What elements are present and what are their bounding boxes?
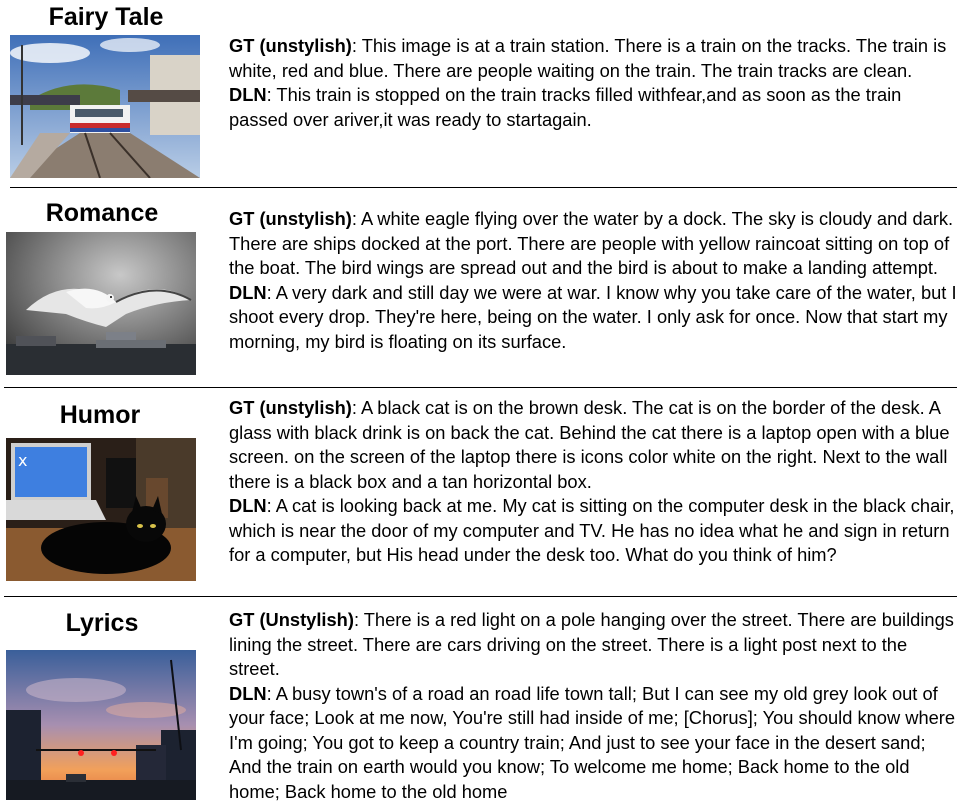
dln-caption [229,281,957,355]
gt-text: : A black cat is on the brown desk. The cat is on the border of the desk. A glass with black drink is on back the cat. Behind the cat there is a laptop open with a blue screen. on the screen of the laptop there is icons color white on the right. Next to the wall there is a black box and a tan horizontal box. [229,397,950,492]
gt-caption [229,608,957,682]
divider [4,387,957,388]
caption [229,608,957,804]
train-station-photo [10,35,200,178]
style-title: Romance [2,198,202,228]
dln-text: : A cat is looking back at me. My cat is sitting on the computer desk in the black chair, which is near the door of my computer and TV. He has no idea what he and sign in return for a computer, but His head under the desk too. What do you think of him? [229,495,955,565]
caption [229,34,957,132]
dln-text: : A busy town's of a road an road life town tall; But I can see my old grey look out of your face; Look at me now, You're still had inside of me; [Chorus]; You should know where I'm going; You got to keep a country train; And just to see your face in the desert sand; And the train on earth would you know; To welcome me home; Back home to the old home; Back home to the old home [229,683,955,802]
gt-label: GT (Unstylish) [229,609,354,630]
gt-label: GT (unstylish) [229,35,352,56]
seagull-over-water-photo [6,232,196,375]
gt-text: : There is a red light on a pole hanging over the street. There are buildings lining the street. There are cars driving on the street. There is a light post next to the street. [229,609,954,679]
gt-caption [229,207,957,281]
gt-caption [229,396,957,494]
divider [10,187,957,188]
gt-text: : This image is at a train station. There is a train on the tracks. The train is white, red and blue. There are people waiting on the train. The train tracks are clean. [229,35,946,81]
dln-caption [229,494,957,568]
svg-text:x: x [18,451,27,470]
dln-text: : This train is stopped on the train tracks filled withfear,and as soon as the train passed over ariver,it was ready to startagain. [229,84,901,130]
style-title: Fairy Tale [6,2,206,32]
gt-text: : A white eagle flying over the water by a dock. The sky is cloudy and dark. There are ships docked at the port. There are people with yellow raincoat sitting on top of the boat. The bird wings are spread out and the bird is about to make a landing attempt. [229,208,953,278]
style-title: Lyrics [2,608,202,638]
style-title: Humor [0,400,200,430]
dln-label: DLN [229,683,267,704]
dln-caption [229,682,957,804]
street-at-dusk-photo [6,650,196,800]
dln-text: : A very dark and still day we were at war. I know why you take care of the water, but I shoot every drop. They're here, being on the water. I only ask for once. Now that start my morning, my bird is floating on its surface. [229,282,957,352]
caption [229,396,957,568]
gt-label: GT (unstylish) [229,397,352,418]
divider [4,596,957,597]
dln-label: DLN [229,282,267,303]
caption [229,207,957,354]
cat-on-desk-photo [6,438,196,581]
dln-label: DLN [229,84,267,105]
gt-label: GT (unstylish) [229,208,352,229]
dln-caption [229,83,957,132]
dln-label: DLN [229,495,267,516]
gt-caption [229,34,957,83]
